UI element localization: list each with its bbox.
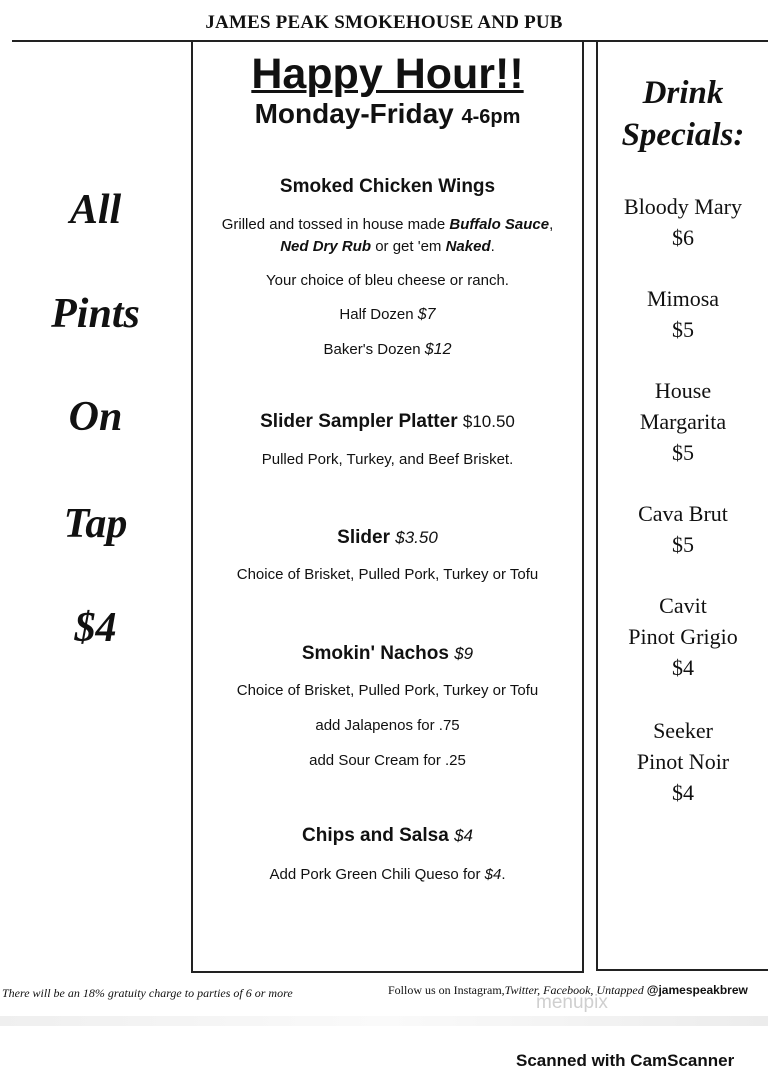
half-dozen-label: Half Dozen bbox=[339, 306, 418, 323]
drink-title-line1: Drink bbox=[642, 75, 724, 111]
drink-price: $6 bbox=[672, 225, 694, 250]
gratuity-notice: There will be an 18% gratuity charge to parties of 6 or more bbox=[2, 986, 293, 1000]
slider-heading bbox=[193, 527, 582, 549]
drink-item bbox=[598, 283, 768, 345]
chips-add-queso bbox=[193, 866, 582, 883]
drink-price: $5 bbox=[672, 532, 694, 557]
wings-desc2-text: or get 'em bbox=[371, 238, 446, 255]
wings-title: Smoked Chicken Wings bbox=[279, 176, 496, 197]
queso-price: $4 bbox=[484, 866, 502, 883]
chips-price: $4 bbox=[454, 826, 473, 845]
drink-name-line2: Margarita bbox=[639, 409, 727, 434]
slider-platter-desc: Pulled Pork, Turkey, and Beef Brisket. bbox=[261, 451, 514, 468]
drink-name: Seeker bbox=[653, 718, 713, 743]
drink-price: $4 bbox=[672, 655, 694, 680]
queso-label: Add Pork Green Chili Queso for bbox=[269, 866, 485, 883]
ned-dry-rub: Ned Dry Rub bbox=[280, 238, 372, 255]
half-dozen-price: $7 bbox=[417, 306, 436, 323]
chips-title: Chips and Salsa bbox=[302, 825, 449, 846]
happy-hour-days bbox=[193, 98, 582, 130]
pints-word-tap: Tap bbox=[63, 501, 128, 547]
drink-price: $4 bbox=[672, 780, 694, 805]
slider-platter-heading bbox=[193, 411, 582, 433]
drink-specials-title bbox=[598, 72, 768, 156]
drink-item bbox=[598, 715, 768, 808]
time-label: 4-6pm bbox=[461, 106, 521, 128]
slider-platter-title: Slider Sampler Platter bbox=[260, 411, 458, 432]
social-handle: @jamespeakbrew bbox=[646, 983, 748, 997]
wings-desc1-end: , bbox=[549, 216, 554, 233]
days-label: Monday-Friday bbox=[254, 98, 454, 129]
nachos-add-jalapenos: add Jalapenos for .75 bbox=[315, 717, 460, 734]
restaurant-name: JAMES PEAK SMOKEHOUSE AND PUB bbox=[205, 12, 563, 33]
wings-desc2-end: . bbox=[490, 238, 495, 255]
nachos-add-sour-cream: add Sour Cream for .25 bbox=[309, 752, 466, 769]
naked: Naked bbox=[445, 238, 491, 255]
nachos-title: Smokin' Nachos bbox=[301, 643, 449, 664]
slider-platter-price: $10.50 bbox=[462, 412, 515, 431]
wings-desc-line1 bbox=[193, 216, 582, 233]
drink-name: House bbox=[654, 378, 712, 403]
drink-name: Mimosa bbox=[646, 286, 720, 311]
watermark: menupix bbox=[536, 992, 608, 1013]
drink-name: Cava Brut bbox=[638, 501, 728, 526]
slider-price: $3.50 bbox=[395, 528, 438, 547]
nachos-heading bbox=[193, 643, 582, 665]
scanner-label: Scanned with CamScanner bbox=[516, 1051, 735, 1070]
drink-name-line2: Pinot Grigio bbox=[628, 624, 738, 649]
bakers-dozen-label: Baker's Dozen bbox=[323, 341, 425, 358]
social-platforms: Twitter, Facebook, Untapped bbox=[504, 983, 644, 997]
pints-word-all: All bbox=[69, 187, 122, 233]
drink-item bbox=[598, 191, 768, 253]
wings-half-dozen bbox=[193, 306, 582, 324]
pints-price: $4 bbox=[74, 605, 117, 651]
drink-price: $5 bbox=[672, 440, 694, 465]
wings-bakers-dozen bbox=[193, 341, 582, 359]
queso-end: . bbox=[501, 866, 506, 883]
follow-text: Follow us on Instagram, bbox=[388, 983, 505, 997]
nachos-desc: Choice of Brisket, Pulled Pork, Turkey or Tofu bbox=[236, 682, 539, 699]
drink-item bbox=[598, 375, 768, 468]
buffalo-sauce: Buffalo Sauce bbox=[449, 216, 550, 233]
wings-desc1-text: Grilled and tossed in house made bbox=[221, 216, 450, 233]
drink-name: Cavit bbox=[659, 593, 707, 618]
drink-title-line2: Specials: bbox=[621, 117, 745, 153]
pints-word-on: On bbox=[68, 394, 123, 440]
wings-desc-line2 bbox=[193, 238, 582, 255]
happy-hour-menu bbox=[191, 40, 584, 973]
nachos-price: $9 bbox=[454, 644, 474, 663]
scan-edge bbox=[0, 1016, 768, 1026]
bakers-dozen-price: $12 bbox=[424, 341, 452, 358]
happy-hour-title: Happy Hour!! bbox=[251, 50, 524, 98]
drinks-bottom-rule bbox=[596, 969, 768, 971]
drink-item bbox=[598, 498, 768, 560]
drink-item bbox=[598, 590, 768, 683]
drink-name: Bloody Mary bbox=[624, 194, 742, 219]
pints-word-pints: Pints bbox=[51, 291, 140, 337]
wings-choice: Your choice of bleu cheese or ranch. bbox=[266, 272, 509, 289]
chips-heading bbox=[193, 825, 582, 847]
drink-price: $5 bbox=[672, 317, 694, 342]
slider-desc: Choice of Brisket, Pulled Pork, Turkey or Tofu bbox=[236, 566, 539, 583]
slider-title: Slider bbox=[337, 527, 390, 548]
drink-name-line2: Pinot Noir bbox=[636, 749, 730, 774]
